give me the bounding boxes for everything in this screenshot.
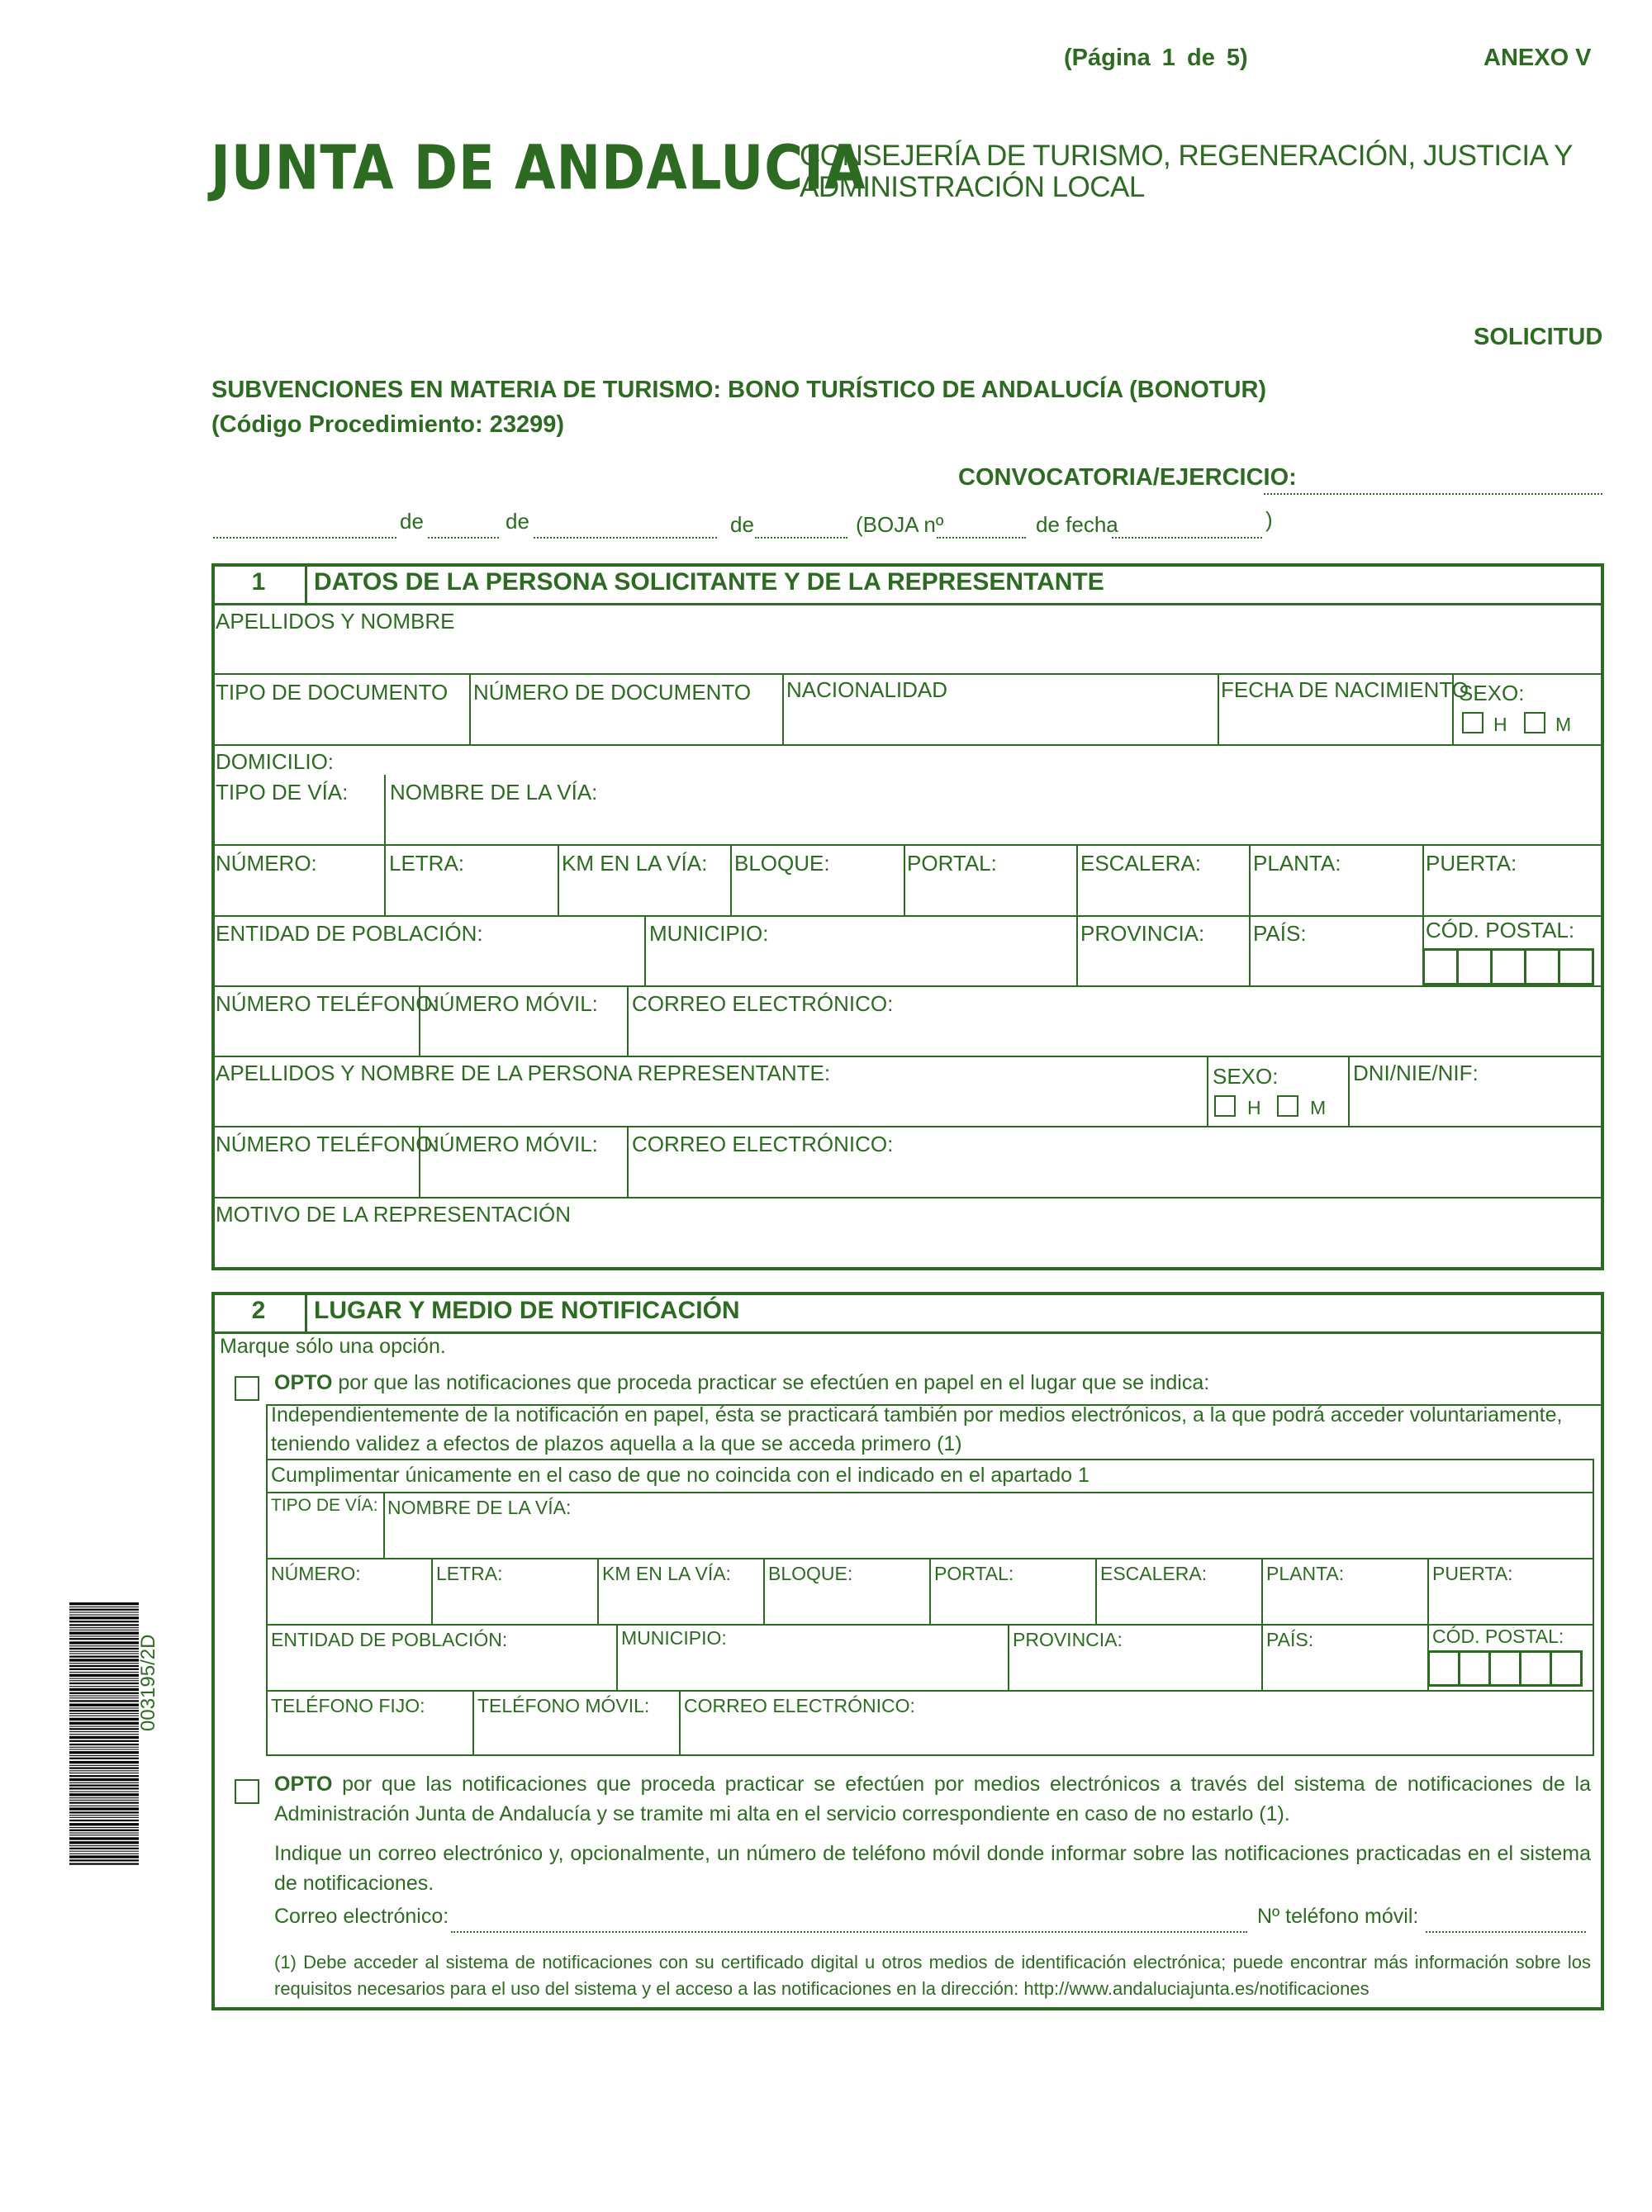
nacionalidad-label: NACIONALIDAD: [786, 677, 948, 702]
barcode-bar: [69, 1630, 139, 1631]
fecha-nacimiento-label: FECHA DE NACIMIENTO: [1221, 677, 1469, 702]
barcode-bar: [69, 1787, 139, 1789]
bloque-label: BLOQUE:: [734, 851, 830, 876]
date-month-field[interactable]: [428, 537, 499, 539]
rep-sexo-h-checkbox[interactable]: [1214, 1095, 1236, 1117]
col-line: [1207, 1056, 1208, 1126]
s2-puerta-label: PUERTA:: [1432, 1563, 1513, 1584]
section2-title: LUGAR Y MEDIO DE NOTIFICACIÓN: [314, 1297, 740, 1324]
barcode-bar: [69, 1615, 139, 1616]
cod-postal-field[interactable]: [1422, 948, 1602, 985]
row-line: [213, 1056, 1602, 1057]
barcode-bar: [69, 1820, 139, 1821]
s2-letra-label: LETRA:: [436, 1563, 503, 1584]
s2-municipio-label: MUNICIPIO:: [621, 1627, 727, 1649]
s2-tipo-via-label: TIPO DE VÍA:: [271, 1496, 378, 1515]
barcode-bar: [69, 1782, 139, 1783]
col-line: [383, 1492, 385, 1558]
rep-correo-label: CORREO ELECTRÓNICO:: [632, 1132, 894, 1156]
indique-text: Indique un correo electrónico y, opcionalmente, un número de teléfono móvil donde informar sobre las notificaciones practicadas en el sistema de notificaciones.: [274, 1842, 1591, 1895]
page-indicator: (Página 1 de 5): [1064, 45, 1248, 71]
rep-numero-movil-label: NÚMERO MÓVIL:: [424, 1132, 598, 1156]
correo-electronico-field[interactable]: [451, 1931, 1247, 1933]
barcode-bar: [69, 1707, 139, 1708]
barcode-bar: [69, 1845, 139, 1846]
col-line: [431, 1558, 433, 1624]
entidad-poblacion-label: ENTIDAD DE POBLACIÓN:: [216, 921, 483, 946]
barcode-bar: [69, 1761, 139, 1763]
barcode-bar: [69, 1663, 139, 1664]
consejeria-line2: ADMINISTRACIÓN LOCAL: [800, 171, 1145, 203]
close-paren: ): [1265, 507, 1273, 532]
barcode: [69, 1602, 139, 1865]
barcode-bar: [69, 1744, 139, 1745]
fecha-label: de fecha: [1036, 512, 1118, 537]
barcode-bar: [69, 1665, 139, 1667]
date-extra-field[interactable]: [755, 537, 847, 539]
rep-numero-telefono-label: NÚMERO TELÉFONO:: [216, 1132, 439, 1156]
s2-telefono-fijo-label: TELÉFONO FIJO:: [271, 1695, 425, 1716]
barcode-bar: [69, 1740, 139, 1742]
sexo-h-checkbox[interactable]: [1462, 712, 1483, 733]
col-line: [644, 915, 646, 985]
boja-date-field[interactable]: [1112, 537, 1262, 539]
cp-digit-box: [1490, 948, 1526, 985]
doc-type: SOLICITUD: [1474, 324, 1603, 350]
barcode-bar: [69, 1697, 139, 1698]
col-line: [384, 844, 386, 915]
sexo-h-label: H: [1493, 714, 1507, 735]
barcode-bar: [69, 1704, 139, 1706]
opto-electronico-desc: por que las notificaciones que proceda practicar se efectúen por medios electrónicos a través del sistema de notificaciones de la Administración Junta de Andalucía y se tramite mi alta en el servicio correspondiente en caso de no estarlo (1).: [274, 1773, 1591, 1825]
barcode-bar: [69, 1751, 139, 1754]
col-line: [472, 1690, 474, 1756]
papel-note-2: teniendo validez a efectos de plazos aquella a la que se acceda primero (1): [271, 1432, 962, 1455]
puerta-label: PUERTA:: [1426, 851, 1517, 876]
correo-electronico-label: Correo electrónico:: [274, 1905, 449, 1928]
col-line: [597, 1558, 599, 1624]
barcode-bar: [69, 1624, 139, 1626]
apellidos-nombre-label: APELLIDOS Y NOMBRE: [216, 609, 455, 634]
cp-digit-box: [1427, 1650, 1460, 1687]
barcode-bar: [69, 1807, 139, 1810]
rep-sexo-label: SEXO:: [1213, 1064, 1279, 1089]
barcode-bar: [69, 1811, 139, 1813]
opto-papel-text: [274, 1371, 1209, 1395]
barcode-bar: [69, 1815, 139, 1816]
row-line: [266, 1624, 1594, 1626]
numero-documento-label: NÚMERO DE DOCUMENTO: [473, 680, 752, 705]
cp-digit-box: [1422, 948, 1459, 985]
row-line: [213, 844, 1602, 846]
annex-label: ANEXO V: [1483, 45, 1592, 71]
row-line: [266, 1492, 1594, 1493]
barcode-bar: [69, 1635, 139, 1636]
col-line: [904, 844, 905, 915]
barcode-bar: [69, 1621, 139, 1622]
section1-header-line: [213, 603, 1602, 605]
procedure-title: SUBVENCIONES EN MATERIA DE TURISMO: BONO TURÍSTICO DE ANDALUCÍA (BONOTUR): [211, 377, 1267, 403]
barcode-bar: [69, 1848, 139, 1849]
convocatoria-field[interactable]: [1264, 493, 1602, 495]
col-line: [1348, 1056, 1350, 1126]
barcode-bar: [69, 1680, 139, 1681]
barcode-bar: [69, 1765, 139, 1766]
motivo-label: MOTIVO DE LA REPRESENTACIÓN: [216, 1202, 572, 1227]
opto-papel-checkbox[interactable]: [235, 1376, 259, 1401]
col-line: [730, 844, 732, 915]
barcode-bar: [69, 1833, 139, 1834]
barcode-bar: [69, 1827, 139, 1828]
col-line: [1008, 1624, 1009, 1690]
row-line: [266, 1690, 1594, 1692]
rep-sexo-m-checkbox[interactable]: [1277, 1095, 1298, 1117]
col-line: [1076, 844, 1078, 915]
numero-movil-label: NÚMERO MÓVIL:: [424, 991, 598, 1016]
col-line: [1076, 915, 1078, 985]
barcode-bar: [69, 1645, 139, 1646]
col-line: [1261, 1624, 1263, 1690]
col-line: [1249, 844, 1251, 915]
nombre-via-label: NOMBRE DE LA VÍA:: [390, 780, 598, 805]
opto-papel-desc: por que las notificaciones que proceda practicar se efectúen en papel en el lugar que se indica:: [332, 1371, 1210, 1394]
pais-label: PAÍS:: [1253, 921, 1307, 946]
barcode-bar: [69, 1731, 139, 1732]
row-line: [213, 1197, 1602, 1199]
barcode-bar: [69, 1609, 139, 1611]
col-line: [1261, 1558, 1263, 1624]
barcode-bar: [69, 1800, 139, 1801]
representante-label: APELLIDOS Y NOMBRE DE LA PERSONA REPRESENTANTE:: [216, 1061, 831, 1085]
papel-note-1: Independientemente de la notificación en papel, ésta se practicará también por medios electrónicos, a la que podrá acceder voluntariamente,: [271, 1403, 1563, 1426]
barcode-bar: [69, 1616, 139, 1619]
boja-number-field[interactable]: [937, 537, 1026, 539]
section1-num-divider: [305, 565, 307, 603]
date-de-1: de: [400, 509, 424, 534]
barcode-bar: [69, 1659, 139, 1661]
s2-bloque-label: BLOQUE:: [768, 1563, 853, 1584]
barcode-bar: [69, 1758, 139, 1759]
escalera-label: ESCALERA:: [1080, 851, 1201, 876]
sexo-label: SEXO:: [1459, 681, 1525, 705]
barcode-bar: [69, 1692, 139, 1694]
movil-label: Nº teléfono móvil:: [1257, 1905, 1419, 1928]
col-line: [558, 844, 559, 915]
barcode-bar: [69, 1768, 139, 1769]
barcode-bar: [69, 1678, 139, 1679]
apellidos-nombre-field[interactable]: [213, 628, 1602, 672]
barcode-bar: [69, 1837, 139, 1839]
sexo-m-label: M: [1555, 714, 1572, 735]
barcode-bar: [69, 1627, 139, 1628]
domicilio-label: DOMICILIO:: [216, 749, 335, 774]
letra-label: LETRA:: [389, 851, 465, 876]
barcode-bar: [69, 1683, 139, 1684]
barcode-bar: [69, 1830, 139, 1831]
col-line: [1427, 1558, 1429, 1624]
col-line: [782, 673, 784, 744]
s2-cod-postal-field[interactable]: [1427, 1650, 1594, 1687]
col-line: [763, 1558, 765, 1624]
section2-number: 2: [251, 1297, 266, 1324]
barcode-bar: [69, 1817, 139, 1818]
barcode-bar: [69, 1778, 139, 1781]
section1-title: DATOS DE LA PERSONA SOLICITANTE Y DE LA REPRESENTANTE: [314, 568, 1104, 596]
provincia-label: PROVINCIA:: [1080, 921, 1205, 946]
cp-digit-box: [1456, 948, 1493, 985]
barcode-bar: [69, 1736, 139, 1739]
barcode-bar: [69, 1713, 139, 1714]
barcode-bar: [69, 1726, 139, 1727]
cp-digit-box: [1558, 948, 1594, 985]
s2-portal-label: PORTAL:: [934, 1563, 1014, 1584]
barcode-bar: [69, 1648, 139, 1650]
correo-label: CORREO ELECTRÓNICO:: [632, 991, 894, 1016]
col-line: [627, 1126, 629, 1197]
col-line: [1095, 1558, 1097, 1624]
barcode-code: 003195/2D: [137, 1634, 159, 1731]
barcode-bar: [69, 1755, 139, 1756]
row-line: [213, 915, 1602, 917]
barcode-bar: [69, 1855, 139, 1858]
barcode-bar: [69, 1770, 139, 1771]
barcode-bar: [69, 1641, 139, 1644]
barcode-bar: [69, 1851, 139, 1852]
rep-sexo-h-label: H: [1247, 1097, 1261, 1118]
col-line: [929, 1558, 931, 1624]
barcode-bar: [69, 1656, 139, 1658]
barcode-bar: [69, 1802, 139, 1804]
section2-num-divider: [305, 1293, 307, 1331]
s2-entidad-label: ENTIDAD DE POBLACIÓN:: [271, 1629, 508, 1650]
s2-nombre-via-label: NOMBRE DE LA VÍA:: [387, 1497, 572, 1518]
barcode-bar: [69, 1859, 139, 1861]
numero-label: NÚMERO:: [216, 851, 317, 876]
cumplimentar-text: Cumplimentar únicamente en el caso de que no coincida con el indicado en el apartado 1: [271, 1464, 1089, 1487]
col-line: [679, 1690, 681, 1756]
barcode-bar: [69, 1686, 139, 1687]
s2-correo-label: CORREO ELECTRÓNICO:: [684, 1695, 915, 1716]
col-line: [469, 673, 471, 744]
s2-cod-postal-label: CÓD. POSTAL:: [1432, 1626, 1564, 1647]
barcode-bar: [69, 1632, 139, 1635]
movil-field[interactable]: [1426, 1931, 1586, 1933]
boja-label: (BOJA nº: [856, 512, 944, 537]
row-line: [213, 744, 1602, 746]
sexo-m-checkbox[interactable]: [1524, 712, 1545, 733]
barcode-bar: [69, 1668, 139, 1670]
barcode-bar: [69, 1696, 139, 1697]
rep-sexo-m-label: M: [1310, 1097, 1327, 1118]
km-via-label: KM EN LA VÍA:: [562, 851, 708, 876]
barcode-bar: [69, 1863, 139, 1865]
opto-electronico-checkbox[interactable]: [235, 1779, 259, 1804]
barcode-bar: [69, 1775, 139, 1777]
barcode-bar: [69, 1785, 139, 1787]
s2-numero-label: NÚMERO:: [271, 1563, 361, 1584]
barcode-bar: [69, 1653, 139, 1654]
barcode-bar: [69, 1710, 139, 1711]
dni-label: DNI/NIE/NIF:: [1353, 1061, 1479, 1085]
junta-logo: JUNTA DE ANDALUCIA: [211, 134, 866, 205]
cp-digit-box: [1458, 1650, 1491, 1687]
cp-digit-box: [1488, 1650, 1521, 1687]
convocatoria-label: CONVOCATORIA/EJERCICIO:: [958, 464, 1297, 491]
cp-digit-box: [1550, 1650, 1583, 1687]
consejeria-line1: CONSEJERÍA DE TURISMO, REGENERACIÓN, JUSTICIA Y: [800, 140, 1573, 172]
barcode-bar: [69, 1672, 139, 1673]
barcode-bar: [69, 1700, 139, 1702]
tipo-via-label: TIPO DE VÍA:: [216, 780, 349, 805]
numero-telefono-label: NÚMERO TELÉFONO:: [216, 991, 439, 1016]
marque-text: Marque sólo una opción.: [220, 1335, 446, 1358]
footnote: (1) Debe acceder al sistema de notificaciones con su certificado digital u otros medios de identificación electrónica; puede encontrar más información sobre los requisitos necesarios para el uso del sistema y el acceso a las notificaciones en la dirección: http://www.andaluciajunta.es/notificaciones: [274, 1952, 1591, 1999]
s2-escalera-label: ESCALERA:: [1100, 1563, 1208, 1584]
opto-electronico-text: [274, 1769, 1591, 1829]
planta-label: PLANTA:: [1253, 851, 1341, 876]
tipo-documento-label: TIPO DE DOCUMENTO: [216, 680, 449, 705]
barcode-bar: [69, 1747, 139, 1748]
col-line: [1218, 673, 1219, 744]
opto-electronico-bold: OPTO: [274, 1773, 333, 1796]
s2-planta-label: PLANTA:: [1266, 1563, 1345, 1584]
date-de-2: de: [506, 509, 529, 534]
col-line: [616, 1624, 618, 1690]
col-line: [1249, 915, 1251, 985]
row-line: [213, 1126, 1602, 1127]
row-line: [213, 985, 1602, 987]
barcode-bar: [69, 1718, 139, 1721]
s2-telefono-movil-label: TELÉFONO MÓVIL:: [477, 1695, 650, 1716]
barcode-bar: [69, 1722, 139, 1725]
date-de-3: de: [730, 512, 754, 537]
municipio-label: MUNICIPIO:: [649, 921, 769, 946]
section1-number: 1: [251, 568, 266, 596]
s2-pais-label: PAÍS:: [1266, 1629, 1314, 1650]
barcode-bar: [69, 1728, 139, 1730]
cod-postal-label: CÓD. POSTAL:: [1426, 918, 1575, 942]
col-line: [627, 985, 629, 1056]
barcode-bar: [69, 1674, 139, 1677]
row-line: [213, 673, 1602, 675]
cp-digit-box: [1519, 1650, 1552, 1687]
barcode-bar: [69, 1841, 139, 1844]
date-day-field[interactable]: [213, 537, 396, 539]
barcode-bar: [69, 1823, 139, 1825]
cp-digit-box: [1524, 948, 1560, 985]
s2-km-via-label: KM EN LA VÍA:: [602, 1563, 731, 1584]
barcode-bar: [69, 1734, 139, 1735]
barcode-bar: [69, 1688, 139, 1691]
section2-header-line: [213, 1331, 1602, 1334]
procedure-code: (Código Procedimiento: 23299): [211, 411, 565, 438]
col-line: [384, 775, 386, 844]
barcode-bar: [69, 1793, 139, 1796]
opto-papel-bold: OPTO: [274, 1371, 333, 1394]
s2-provincia-label: PROVINCIA:: [1013, 1629, 1123, 1650]
portal-label: PORTAL:: [907, 851, 997, 876]
barcode-bar: [69, 1638, 139, 1640]
barcode-bar: [69, 1797, 139, 1798]
barcode-bar: [69, 1651, 139, 1652]
barcode-bar: [69, 1602, 139, 1605]
col-line: [1422, 844, 1424, 915]
date-year-field[interactable]: [534, 537, 717, 539]
